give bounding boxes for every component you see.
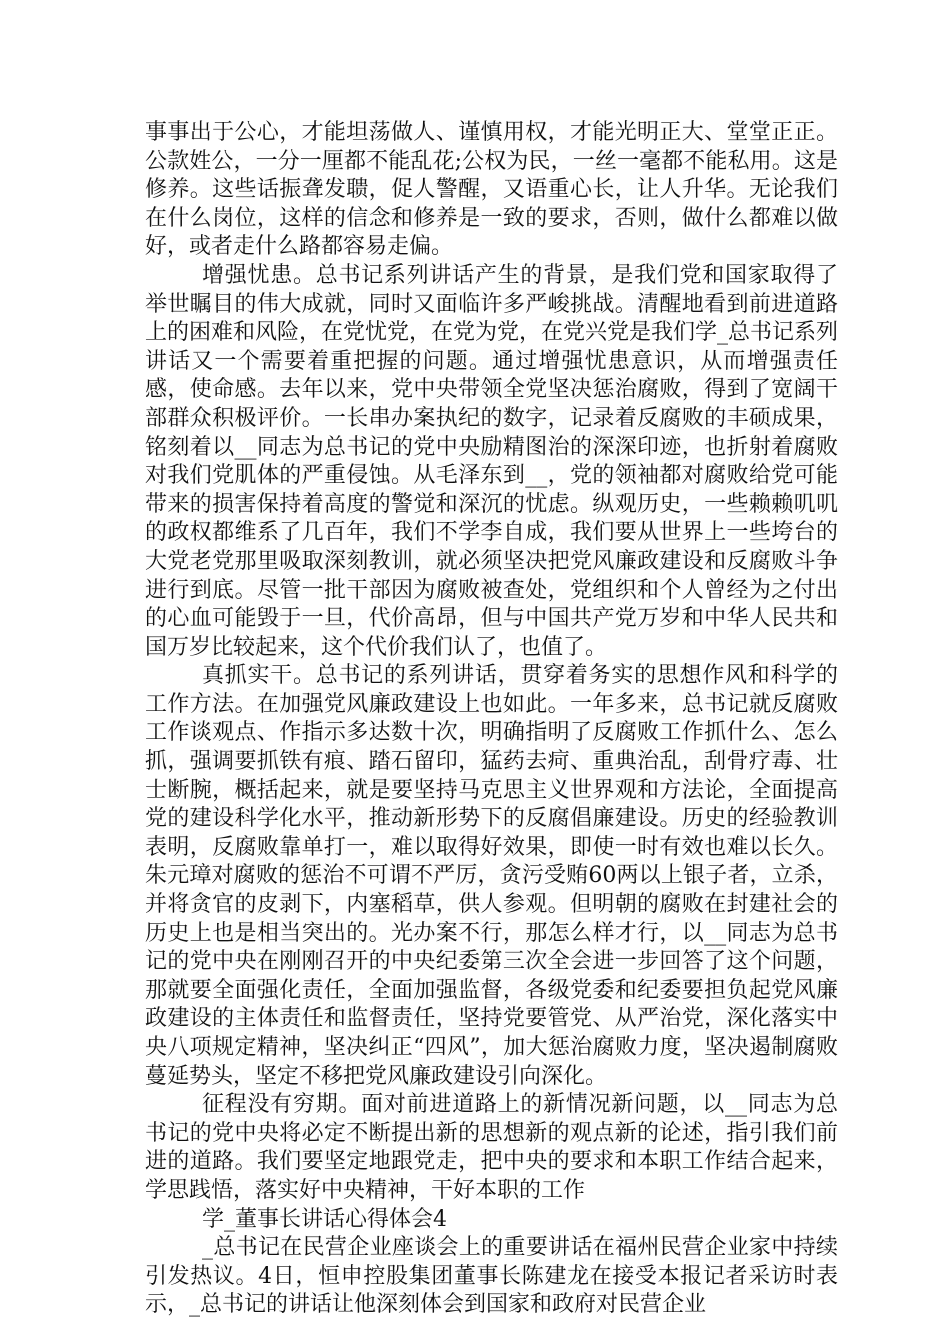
paragraph-private-enterprise: _总书记在民营企业座谈会上的重要讲话在福州民营企业家中持续引发热议。4日，恒申控股集团董事长陈建龙在接受本报记者采访时表示，_总书记的讲话让他深刻体会到国家和政府对民营企业: [145, 1235, 838, 1318]
paragraph-practical-work: 真抓实干。总书记的系列讲话，贯穿着务实的思想作风和科学的工作方法。在加强党风廉政建设上也如此。一年多来，总书记就反腐败工作谈观点、作指示多达数十次，明确指明了反腐败工作抓什么、怎么抓，强调要抓铁有痕、踏石留印，猛药去疴、重典治乱，刮骨疗毒、壮士断腕，概括起来，就是要坚持马克思主义世界观和方法论，全面提高党的建设科学化水平，推动新形势下的反腐倡廉建设。历史的经验教训表明，反腐败靠单打一，难以取得好效果，即使一时有效也难以长久。朱元璋对腐败的惩治不可谓不严厉，贪污受贿60两以上银子者，立杀，并将贪官的皮剥下，内塞稻草，供人参观。但明朝的腐败在封建社会的历史上也是相当突出的。光办案不行，那怎么样才行，以__同志为总书记的党中央在刚刚召开的中央纪委第三次全会进一步回答了这个问题，那就要全面强化责任，全面加强监督，各级党委和纪委要担负起党风廉政建设的主体责任和监督责任，坚持党要管党、从严治党，深化落实中央八项规定精神，坚决纠正“四风”，加大惩治腐败力度，坚决遏制腐败蔓延势头，坚定不移把党风廉政建设引向深化。: [145, 663, 838, 1089]
paragraph-public-interest: 事事出于公心，才能坦荡做人、谨慎用权，才能光明正大、堂堂正正。公款姓公，一分一厘都不能乱花;公权为民，一丝一毫都不能私用。这是修养。这些话振聋发聩，促人警醒，又语重心长，让人升华。无论我们在什么岗位，这样的信念和修养是一致的要求，否则，做什么都难以做好，或者走什么路都容易走偏。: [145, 120, 838, 260]
section-heading: 学_董事长讲话心得体会4: [202, 1206, 447, 1232]
paragraph-strengthen-awareness: 增强忧患。总书记系列讲话产生的背景，是我们党和国家取得了举世瞩目的伟大成就，同时又面临许多严峻挑战。清醒地看到前进道路上的困难和风险，在党忧党，在党为党，在党兴党是我们学_总书记系列讲话又一个需要着重把握的问题。通过增强忧患意识，从而增强责任感，使命感。去年以来，党中央带领全党坚决惩治腐败，得到了宽阔干部群众积极评价。一长串办案执纪的数字，记录着反腐败的丰硕成果，铭刻着以__同志为总书记的党中央励精图治的深深印迹，也折射着腐败对我们党肌体的严重侵蚀。从毛泽东到__，党的领袖都对腐败给党可能带来的损害保持着高度的警觉和深沉的忧虑。纵观历史，一些赖赖叽叽的政权都维系了几百年，我们不学李自成，我们要从世界上一些垮台的大党老党那里吸取深刻教训，就必须坚决把党风廉政建设和反腐败斗争进行到底。尽管一批干部因为腐败被查处，党组织和个人曾经为之付出的心血可能毁于一旦，代价高昂，但与中国共产党万岁和中华人民共和国万岁比较起来，这个代价我们认了，也值了。: [145, 262, 839, 660]
paragraph-endless-journey: 征程没有穷期。面对前进道路上的新情况新问题，以__同志为总书记的党中央将必定不断提出新的思想新的观点新的论述，指引我们前进的道路。我们要坚定地跟党走，把中央的要求和本职工作结合起来，学思践悟，落实好中央精神，干好本职的工作: [145, 1092, 838, 1203]
